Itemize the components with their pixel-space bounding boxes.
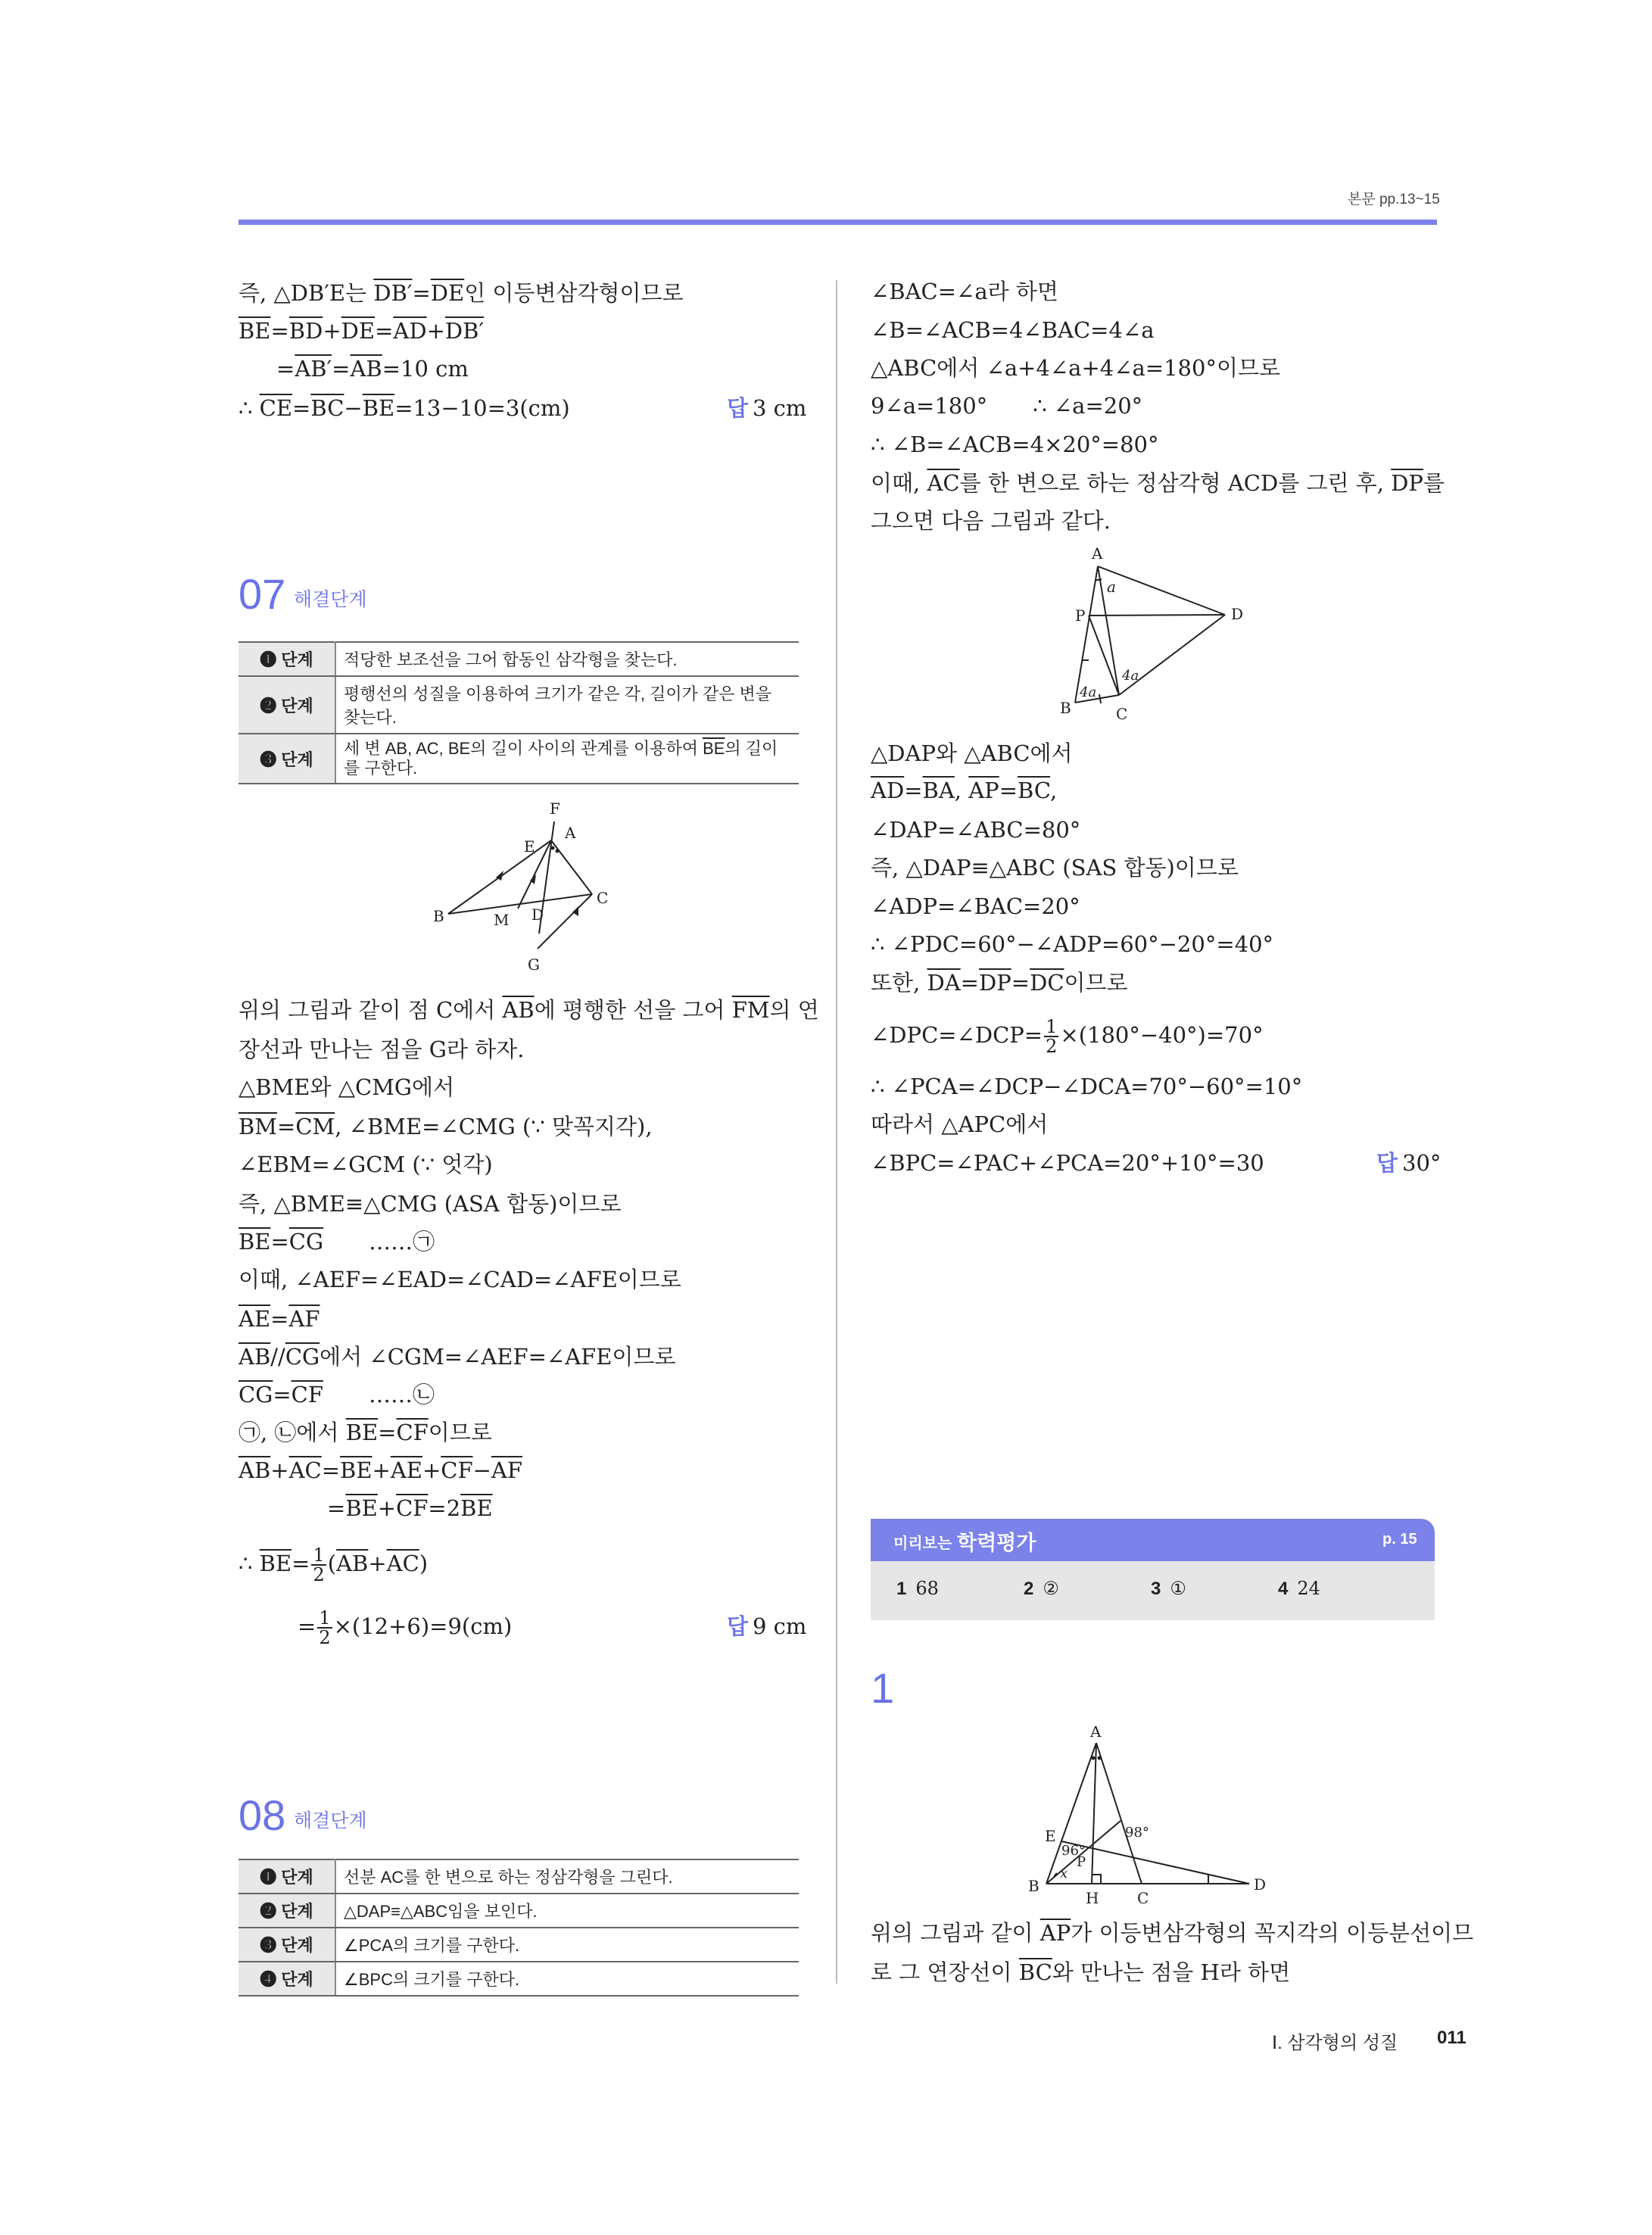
right-line-20: 로 그 연장선이 $\overline{BC}$와 만나는 점을 H라 하면 <box>871 1959 1291 1985</box>
label-d: D <box>1254 1875 1267 1894</box>
right-line-16: ∴ ∠PCA=∠DCP−∠DCA=70°−60°=10° <box>871 1074 1303 1099</box>
preview-item: 4 24 <box>1278 1578 1320 1599</box>
angle-dot <box>1098 1757 1102 1760</box>
segment-ad <box>1098 566 1225 615</box>
left-para-10: $\overline{AB}//\overline{CG}$에서 ∠CGM=∠AEF=∠AFE이므로 <box>238 1344 676 1370</box>
angle-dot <box>1092 1757 1096 1760</box>
section-07-steps-table <box>238 641 799 784</box>
step-key: ❷ 단계 <box>238 1894 335 1928</box>
step-key: ❷ 단계 <box>238 676 335 734</box>
right-line-1: ∠BAC=∠a라 하면 <box>871 279 1058 304</box>
label-p: P <box>1077 1854 1086 1870</box>
label-angle-96: 96° <box>1061 1843 1086 1859</box>
label-f: F <box>550 800 560 818</box>
left-line-2: $\overline{BE}=\overline{BD}+\overline{DE}=\overline{AD}+DB'$ <box>238 318 485 344</box>
answer-3cm: 답 3 cm <box>727 395 807 421</box>
preview-page: p. 15 <box>1382 1531 1417 1548</box>
left-para-14: $=\overline{BE}+\overline{CF}=2\overline{BE}$ <box>327 1495 493 1521</box>
fraction: $\frac{1}{2}$ <box>319 1607 331 1648</box>
angle-dot <box>556 849 559 853</box>
step-key: ❶ 단계 <box>238 642 335 676</box>
step-text: 적당한 보조선을 그어 합동인 삼각형을 찾는다. <box>335 642 799 676</box>
right-line-4: 9∠a=180° ∴ ∠a=20° <box>871 393 1143 419</box>
step-key: ❶ 단계 <box>238 1859 335 1894</box>
segment-pd <box>1089 615 1225 616</box>
step-row <box>238 1894 799 1928</box>
right-line-18: ∠BPC=∠PAC+∠PCA=20°+10°=30 <box>871 1150 1264 1176</box>
left-para-12: ㉠, ㉡에서 $\overline{BE}=\overline{CF}$이므로 <box>238 1420 492 1445</box>
question-1-number: 1 <box>871 1664 895 1712</box>
segment-ah <box>1092 1743 1096 1884</box>
step-text: ∠PCA의 크기를 구한다. <box>335 1928 799 1962</box>
angle-arc <box>1096 579 1102 580</box>
preview-title-big: 학력평가 <box>957 1532 1036 1554</box>
right-line-9: $\overline{AD}=\overline{BA}$, $\overline{AP}=\overline{BC}$, <box>871 778 1058 803</box>
preview-item: 2 ② <box>1024 1578 1059 1599</box>
right-angle-mark <box>1092 1875 1101 1884</box>
right-line-8: △DAP와 △ABC에서 <box>871 740 1073 766</box>
segment-ac <box>1096 1743 1142 1884</box>
label-e: E <box>1045 1827 1056 1845</box>
step-key: ❹ 단계 <box>238 1962 335 1996</box>
step-text: 평행선의 성질을 이용하여 크기가 같은 각, 길이가 같은 변을 찾는다. <box>335 676 799 734</box>
left-para-16: = $\frac{1}{2}$ ×(12+6)=9(cm) <box>298 1607 513 1648</box>
step-text: ∠BPC의 크기를 구한다. <box>335 1962 799 1996</box>
step-text: 선분 AC를 한 변으로 하는 정삼각형을 그린다. <box>335 1859 799 1894</box>
label-d: D <box>531 906 544 924</box>
step-row <box>238 642 799 676</box>
label-a: A <box>565 824 576 842</box>
right-line-3: △ABC에서 ∠a+4∠a+4∠a=180°이므로 <box>871 355 1280 381</box>
step-row <box>238 1962 799 1996</box>
step-row <box>238 1928 799 1962</box>
right-line-11: 즉, △DAP≡△ABC (SAS 합동)이므로 <box>871 855 1239 881</box>
label-c: C <box>1137 1889 1149 1907</box>
step-key: ❸ 단계 <box>238 734 335 784</box>
left-para-13: $\overline{AB}+\overline{AC}=\overline{BE}+\overline{AE}+\overline{CF}-\overline{AF}$ <box>238 1457 522 1483</box>
segment-ac <box>551 840 592 894</box>
parallel-arrow <box>572 906 578 916</box>
left-para-8: 이때, ∠AEF=∠EAD=∠CAD=∠AFE이므로 <box>238 1267 681 1292</box>
left-para-7: $\overline{BE}=\overline{CG}$ ……㉠ <box>238 1229 435 1255</box>
label-b: B <box>1060 699 1071 717</box>
label-angle-4a: 4a <box>1122 668 1139 684</box>
column-divider <box>836 280 837 1984</box>
label-a: A <box>1090 1726 1102 1741</box>
figure-triangle-parallel <box>424 776 628 980</box>
answer-30deg: 답 30° <box>1376 1150 1442 1176</box>
right-line-14: 또한, $\overline{DA}=\overline{DP}=\overline{DC}$이므로 <box>871 970 1128 996</box>
header-rule <box>238 220 1437 225</box>
label-p: P <box>1075 606 1086 625</box>
figure-triangle-equilateral <box>1052 545 1264 731</box>
step-row <box>238 1859 799 1894</box>
section-07-number: 07 <box>238 570 286 618</box>
label-h: H <box>1086 1889 1099 1907</box>
label-b: B <box>1028 1877 1040 1895</box>
label-a: A <box>1092 545 1103 563</box>
preview-item: 1 68 <box>896 1578 939 1599</box>
left-para-9: $\overline{AE}=\overline{AF}$ <box>238 1306 320 1332</box>
tick-mark <box>1099 694 1101 703</box>
answer-9cm: 답 9 cm <box>727 1613 807 1639</box>
left-para-5: ∠EBM=∠GCM (∵ 엇각) <box>238 1152 493 1177</box>
right-line-6: 이때, $\overline{AC}$를 한 변으로 하는 정삼각형 ACD를 그린 후, $\overline{DP}$를 <box>871 470 1445 496</box>
step-row <box>238 676 799 734</box>
label-g: G <box>528 955 540 974</box>
segment-ed <box>1061 1841 1249 1884</box>
figure-isosceles-bisector <box>1022 1726 1287 1908</box>
section-08-label: 해결단계 <box>294 1810 367 1831</box>
left-para-3: △BME와 △CMG에서 <box>238 1074 455 1100</box>
right-line-10: ∠DAP=∠ABC=80° <box>871 817 1081 843</box>
right-line-19: 위의 그림과 같이 $\overline{AP}$가 이등변삼각형의 꼭지각의 이등분선이므 <box>871 1920 1474 1946</box>
preview-item: 3 ① <box>1151 1578 1186 1599</box>
left-para-2: 장선과 만나는 점을 G라 하자. <box>238 1036 525 1062</box>
footer-chapter: Ⅰ. 삼각형의 성질 <box>1272 2033 1398 2053</box>
label-d: D <box>1231 605 1244 623</box>
right-line-7: 그으면 다음 그림과 같다. <box>871 508 1111 534</box>
segment-ab <box>1075 566 1098 703</box>
label-angle-98: 98° <box>1125 1825 1149 1841</box>
left-para-1: 위의 그림과 같이 점 C에서 $\overline{AB}$에 평행한 선을 그어 $\overline{FM}$의 연 <box>238 997 819 1023</box>
segment-cg <box>538 894 592 949</box>
left-line-1: 즉, △DB′E는 $DB'=\overline{DE}$인 이등변삼각형이므로 <box>238 280 684 306</box>
preview-body <box>871 1561 1435 1620</box>
right-line-12: ∠ADP=∠BAC=20° <box>871 893 1080 919</box>
label-e: E <box>524 837 535 856</box>
label-x: x <box>1060 1866 1068 1881</box>
footer-page-number: 011 <box>1437 2028 1467 2048</box>
label-c: C <box>1116 705 1128 723</box>
label-angle-4a: 4a <box>1080 684 1097 700</box>
left-para-6: 즉, △BME≡△CMG (ASA 합동)이므로 <box>238 1191 622 1217</box>
label-m: M <box>494 911 510 929</box>
left-para-15: ∴ $\overline{BE}=$ $\frac{1}{2}$ $(\overline{AB}+\overline{AC})$ <box>238 1545 429 1585</box>
preview-header <box>871 1519 1435 1561</box>
step-text: 세 변 AB, AC, BE의 길이 사이의 관계를 이용하여 $\overline{BE}$의 길이 를 구한다. <box>335 734 799 784</box>
left-para-11: $\overline{CG}=\overline{CF}$ ……㉡ <box>238 1382 435 1407</box>
section-07-label: 해결단계 <box>294 589 367 610</box>
step-text: △DAP≡△ABC임을 보인다. <box>335 1894 799 1928</box>
fraction: $\frac{1}{2}$ <box>313 1545 325 1585</box>
label-b: B <box>433 907 444 925</box>
left-line-4: ∴ $\overline{CE}=\overline{BC}-\overline{BE}=13-10=3(cm)$ <box>238 395 570 421</box>
section-08-number: 08 <box>238 1791 286 1839</box>
label-angle-a: a <box>1107 578 1116 596</box>
right-line-17: 따라서 △APC에서 <box>871 1111 1049 1137</box>
right-line-2: ∠B=∠ACB=4∠BAC=4∠a <box>871 317 1155 343</box>
preview-title-small: 미리보는 <box>893 1535 952 1552</box>
page-reference: 본문 pp.13~15 <box>1348 192 1440 207</box>
segment-pc <box>1089 616 1119 695</box>
right-line-13: ∴ ∠PDC=60°−∠ADP=60°−20°=40° <box>871 931 1274 957</box>
left-line-3: $=AB'=\overline{AB}=10$ cm <box>276 356 469 382</box>
angle-dot <box>551 846 555 850</box>
fraction: $\frac{1}{2}$ <box>1046 1016 1058 1057</box>
right-line-5: ∴ ∠B=∠ACB=4×20°=80° <box>871 432 1159 457</box>
label-c: C <box>597 889 609 907</box>
left-para-4: $\overline{BM}=\overline{CM}$, ∠BME=∠CMG (∵ 맞꼭지각), <box>238 1114 653 1139</box>
section-08-steps-table <box>238 1859 799 1997</box>
right-line-15: ∠DPC=∠DCP= $\frac{1}{2}$ ×(180°−40°)=70° <box>871 1016 1264 1057</box>
step-key: ❸ 단계 <box>238 1928 335 1962</box>
